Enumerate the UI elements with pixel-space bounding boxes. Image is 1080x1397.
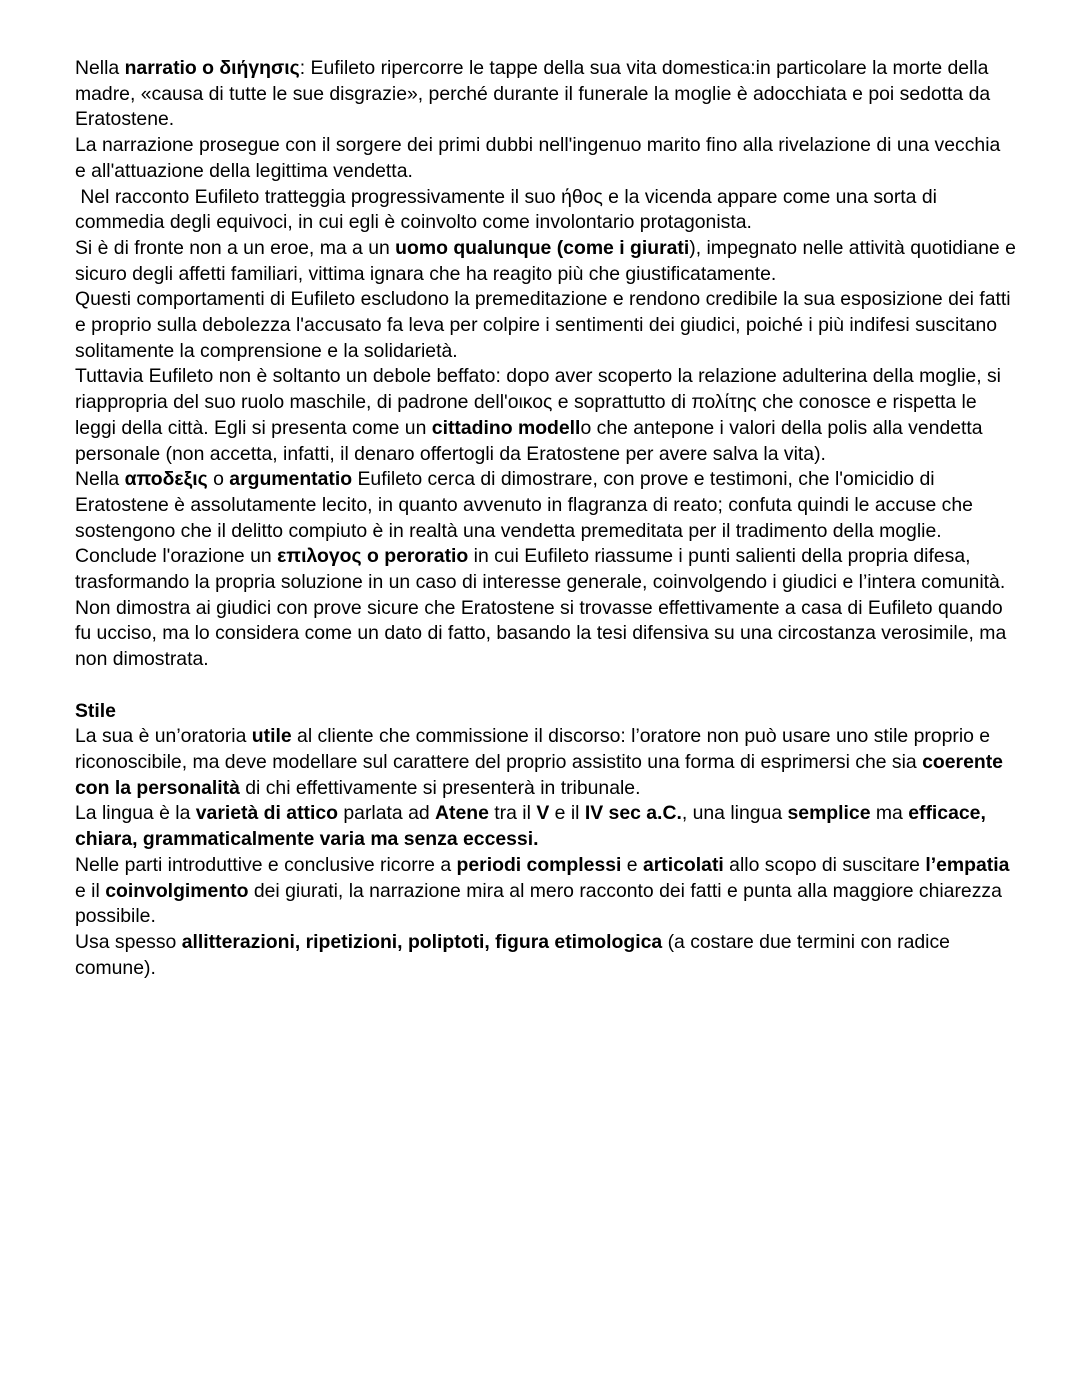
paragraph-apodexis: Nella αποδεξις o argumentatio Eufileto cerca di dimostrare, con prove e testimoni, che l'omicidio di Eratostene è assolutamente lecito, in quanto avvenuto in flagranza di reato; confuta quindi le accuse che sostengono che il delitto compiuto è in realtà una vendetta premeditata per il tradimento della moglie. [75, 468, 979, 542]
paragraph-allitterazioni: Usa spesso allitterazioni, ripetizioni, poliptoti, figura etimologica (a costare due termini con radice comune). [75, 930, 956, 979]
document-text-block [75, 56, 1022, 981]
paragraph-uomo-qualunque: Si è di fronte non a un eroe, ma a un uomo qualunque (come i giurati), impegnato nelle attività quotidiane e sicuro degli affetti familiari, vittima ignara che ha reagito più che giustificatamente. [75, 236, 1022, 285]
paragraph-comportamenti: Questi comportamenti di Eufileto escludono la premeditazione e rendono credibile la sua esposizione dei fatti e proprio sulla debolezza l'accusato fa leva per colpire i sentimenti dei giudici, poiché i più indifesi suscitano solitamente la comprensione e la solidarietà. [75, 288, 1016, 362]
paragraph-ethos: Nel racconto Eufileto tratteggia progressivamente il suo ήθος e la vicenda appare come una sorta di commedia degli equivoci, in cui egli è coinvolto come involontario protagonista. [75, 185, 943, 234]
section-heading-stile: Stile [75, 699, 116, 722]
paragraph-narratio: Nella narratio o διήγησις: Eufileto ripercorre le tappe della sua vita domestica:in particolare la morte della madre, «causa di tutte le sue disgrazie», perché durante il funerale la moglie è adocchiata e poi sedotta da Eratostene. [75, 57, 996, 131]
blank-line [75, 673, 1016, 699]
paragraph-cittadino-modello: Tuttavia Eufileto non è soltanto un debole beffato: dopo aver scoperto la relazione adulterina della moglie, si riappropria del suo ruolo maschile, di padrone dell'οικος e soprattutto di πολίτης che conosce e rispetta le leggi della città. Egli si presenta come un cittadino modello che antepone i valori della polis alla vendetta personale (non accetta, infatti, il denaro offertogli da Eratostene per avere salva la vita). [75, 365, 1007, 465]
paragraph-lingua: La lingua è la varietà di attico parlata ad Atene tra il V e il IV sec a.C., una lingua semplice ma efficace, chiara, grammaticalmente varia ma senza eccessi. [75, 802, 992, 851]
paragraph-periodi: Nelle parti introduttive e conclusive ricorre a periodi complessi e articolati allo scopo di suscitare l’empatia e il coinvolgimento dei giurati, la narrazione mira al mero racconto dei fatti e punta alla maggiore chiarezza possibile. [75, 853, 1015, 928]
paragraph-oratoria-utile: La sua è un’oratoria utile al cliente che commissione il discorso: l’oratore non può usare uno stile proprio e riconoscibile, ma deve modellare sul carattere del proprio assistito una forma di esprimersi che sia coerente con la personalità di chi effettivamente si presenterà in tribunale. [75, 725, 1009, 799]
paragraph-epilogos: Conclude l'orazione un επιλογος o peroratio in cui Eufileto riassume i punti salienti della propria difesa, trasformando la propria soluzione in un caso di interesse generale, coinvolgendo i giudici e l’intera comunità. [75, 545, 1006, 594]
paragraph-non-dimostra: Non dimostra ai giudici con prove sicure che Eratostene si trovasse effettivamente a casa di Eufileto quando fu ucciso, ma lo considera come un dato di fatto, basando la tesi difensiva su una circostanza verosimile, ma non dimostrata. [75, 596, 1012, 671]
paragraph-narrazione: La narrazione prosegue con il sorgere dei primi dubbi nell'ingenuo marito fino alla rivelazione di una vecchia e all'attuazione della legittima vendetta. [75, 134, 1006, 182]
